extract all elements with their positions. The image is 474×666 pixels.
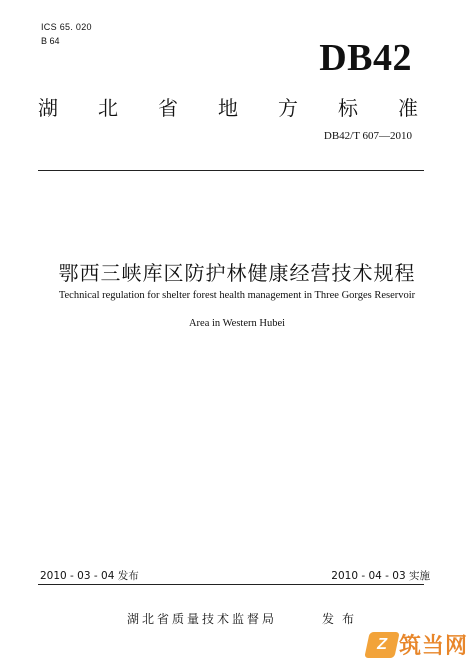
watermark (367, 629, 468, 660)
standard-type-char: 准 (398, 96, 418, 120)
watermark-logo-icon: Z (364, 632, 400, 658)
standard-type-char: 地 (218, 96, 238, 120)
title-english-line1: Technical regulation for shelter forest health management in Three Gorges Reservoir (58, 290, 416, 301)
title-english-line2: Area in Western Hubei (188, 318, 286, 329)
standard-type-char: 方 (278, 96, 298, 120)
watermark-text: 筑当网 (398, 634, 468, 659)
ics-code: ICS 65. 020 (41, 22, 92, 32)
issue-label: 发布 (322, 612, 363, 626)
title-chinese: 鄂西三峡库区防护林健康经营技术规程 (58, 261, 416, 285)
standard-type-heading (38, 92, 418, 121)
standard-number: DB42/T 607—2010 (323, 130, 412, 142)
standard-code: DB42 (319, 37, 412, 79)
implement-date: 2010 - 04 - 03 实施 (331, 570, 430, 582)
header-divider (38, 170, 424, 171)
issuing-authority: 湖北省质量技术监督局 (127, 612, 278, 626)
standard-type-char: 北 (98, 96, 118, 120)
standard-type-char: 标 (338, 96, 358, 120)
publish-date: 2010 - 03 - 04 发布 (40, 570, 139, 582)
standard-type-char: 省 (158, 96, 178, 120)
ccs-code: B 64 (41, 36, 60, 46)
footer-divider (38, 584, 424, 585)
standard-type-char: 湖 (38, 96, 58, 120)
